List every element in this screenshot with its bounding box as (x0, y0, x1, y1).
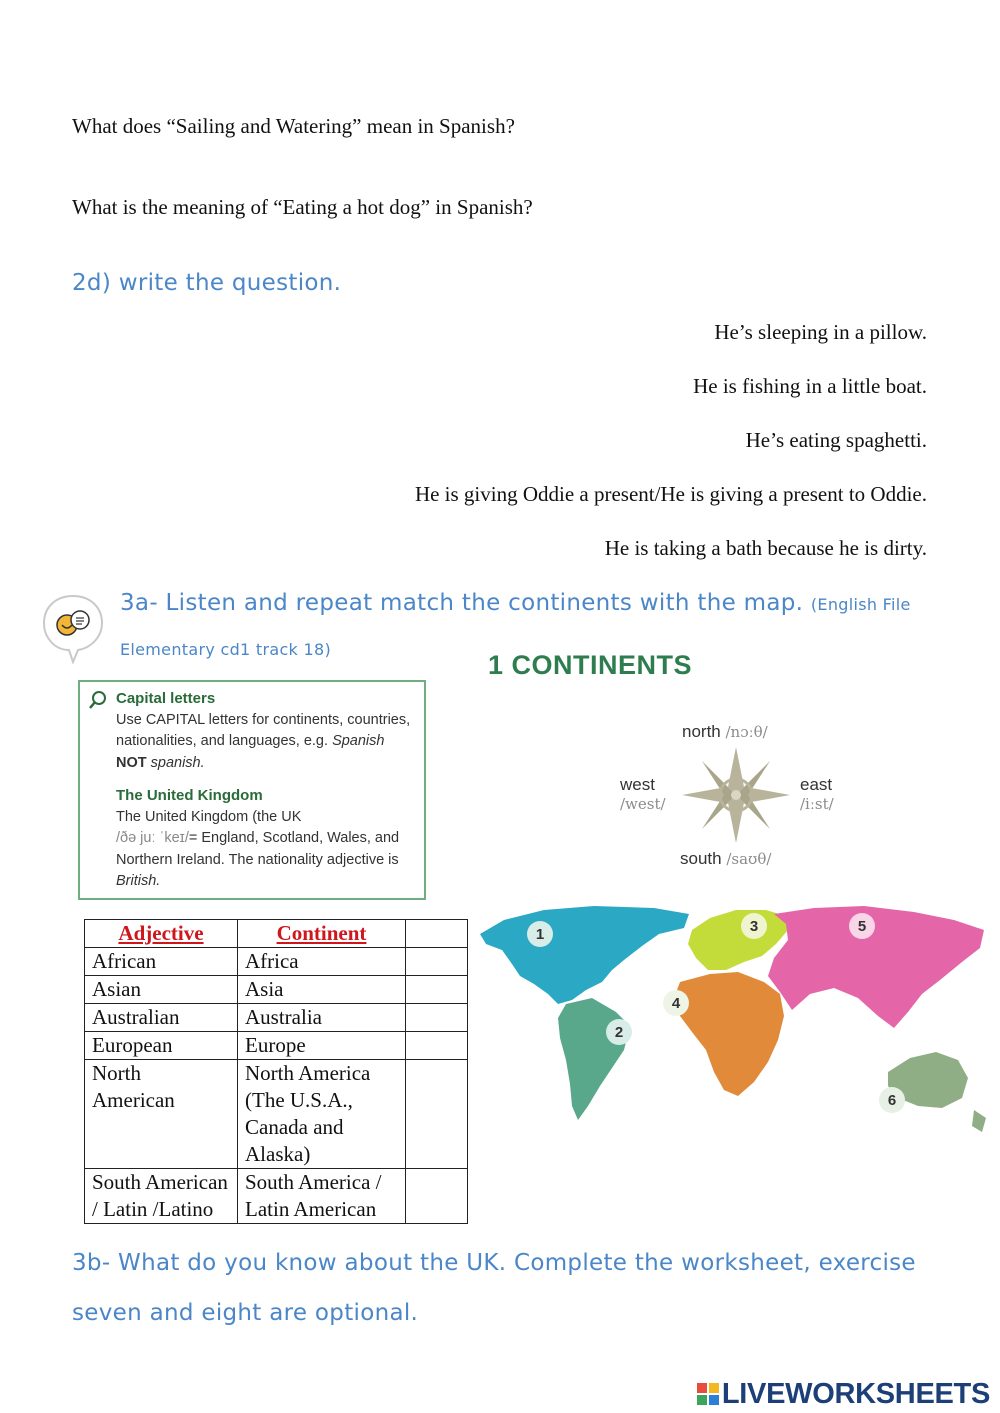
map-number-badge-6 (879, 1087, 905, 1113)
section-3a-title-text: 3a- Listen and repeat match the continents with the map. (120, 590, 804, 616)
answer-4: He is giving Oddie a present/He is giving a present to Oddie. (414, 482, 927, 506)
uk-heading: The United Kingdom (116, 787, 263, 804)
answer-2: He is fishing in a little boat. (693, 374, 927, 398)
table-cell-continent: Asia (238, 976, 406, 1004)
answer-5: He is taking a bath because he is dirty. (604, 536, 927, 560)
example-spanish: Spanish (332, 733, 385, 749)
answer-input[interactable] (406, 1060, 468, 1169)
map-number-1: 1 (535, 926, 545, 943)
table-cell-adjective: European (85, 1032, 238, 1060)
audio-player-icon[interactable] (40, 592, 106, 664)
map-number-badge-2 (606, 1019, 632, 1045)
table-cell-adjective: Australian (85, 1004, 238, 1032)
compass-north (682, 722, 768, 742)
uk-text (116, 807, 416, 893)
table-header-continent: Continent (238, 920, 406, 948)
table-cell-continent: Africa (238, 948, 406, 976)
map-number-2: 2 (614, 1024, 624, 1041)
example-spanish-lower: spanish. (150, 754, 205, 771)
table-row (85, 976, 468, 1004)
compass-west-label: west (620, 775, 655, 794)
adjective-continent-table (84, 919, 468, 1224)
map-number-4: 4 (671, 995, 681, 1012)
table-row (85, 1169, 468, 1224)
answer-1: He’s sleeping in a pillow. (714, 320, 927, 344)
magnifier-icon (88, 690, 108, 710)
liveworksheets-logo[interactable] (697, 1378, 990, 1411)
capital-letters-text (116, 710, 416, 775)
section-3a-title (120, 590, 911, 616)
world-map (474, 900, 994, 1140)
section-2d-title: 2d) write the question. (72, 270, 342, 296)
table-row (85, 1060, 468, 1169)
compass-west (620, 775, 666, 813)
liveworksheets-logo-text: LIVEWORKSHEETS (721, 1378, 990, 1410)
compass-north-label: north (682, 722, 721, 741)
compass-east-label: east (800, 775, 833, 794)
answer-input[interactable] (406, 976, 468, 1004)
compass-south-phonetic: /saʊθ/ (726, 850, 772, 868)
map-number-badge-1 (527, 921, 553, 947)
answer-3: He’s eating spaghetti. (745, 428, 927, 452)
liveworksheets-badge-icon (697, 1383, 719, 1405)
table-cell-adjective: Asian (85, 976, 238, 1004)
compass-north-phonetic: /nɔːθ/ (725, 723, 768, 741)
section-3a-source-2: Elementary cd1 track 18) (120, 640, 332, 659)
example-not: NOT (116, 754, 147, 771)
table-cell-continent: South America / Latin American (238, 1169, 406, 1224)
table-cell-adjective: South American / Latin /Latino (85, 1169, 238, 1224)
table-header-adjective: Adjective (85, 920, 238, 948)
uk-text-a: The United Kingdom (the UK (116, 808, 302, 825)
compass-rose-icon (680, 745, 792, 845)
compass-east-phonetic: /iːst/ (800, 795, 834, 813)
table-row (85, 948, 468, 976)
section-3a-source-1: (English File (810, 595, 911, 614)
capital-letters-rule: Use CAPITAL letters for continents, countries, nationalities, and languages, e.g. (116, 711, 411, 749)
uk-adjective: British. (116, 873, 161, 889)
map-island (972, 1110, 986, 1132)
section-3b-line2: seven and eight are optional. (72, 1300, 419, 1326)
compass-south-label: south (680, 849, 722, 868)
section-3b-line1: 3b- What do you know about the UK. Complete the worksheet, exercise (72, 1250, 916, 1276)
map-number-6: 6 (887, 1092, 897, 1109)
map-number-badge-5 (849, 913, 875, 939)
table-cell-continent: North America (The U.S.A., Canada and Alaska) (238, 1060, 406, 1169)
answer-input[interactable] (406, 1169, 468, 1224)
uk-text-b: = England, Scotland, Wales, and Northern Ireland. The nationality adjective is (116, 830, 400, 868)
uk-phonetic: /ðə juː ˈkeɪ/ (116, 830, 189, 846)
compass-east (800, 775, 834, 813)
compass-south (680, 849, 771, 869)
capital-letters-box (78, 680, 426, 900)
map-asia (768, 906, 984, 1028)
map-north-america (480, 906, 689, 1004)
map-number-badge-3 (741, 913, 767, 939)
table-row (85, 1032, 468, 1060)
answer-input[interactable] (406, 948, 468, 976)
answer-input[interactable] (406, 1004, 468, 1032)
table-header-answer (406, 920, 468, 948)
capital-letters-heading: Capital letters (116, 690, 216, 707)
table-header-row (85, 920, 468, 948)
table-cell-continent: Australia (238, 1004, 406, 1032)
table-cell-adjective: North American (85, 1060, 238, 1169)
map-africa (671, 972, 784, 1096)
table-cell-continent: Europe (238, 1032, 406, 1060)
continents-title: 1 CONTINENTS (488, 650, 693, 680)
answer-input[interactable] (406, 1032, 468, 1060)
question-hot-dog: What is the meaning of “Eating a hot dog” in Spanish? (72, 195, 533, 219)
question-sailing: What does “Sailing and Watering” mean in Spanish? (72, 114, 515, 138)
map-number-3: 3 (749, 918, 759, 935)
map-number-badge-4 (663, 990, 689, 1016)
table-cell-adjective: African (85, 948, 238, 976)
map-number-5: 5 (857, 918, 867, 935)
table-row (85, 1004, 468, 1032)
map-south-america (558, 998, 630, 1120)
compass-west-phonetic: /west/ (620, 795, 666, 813)
